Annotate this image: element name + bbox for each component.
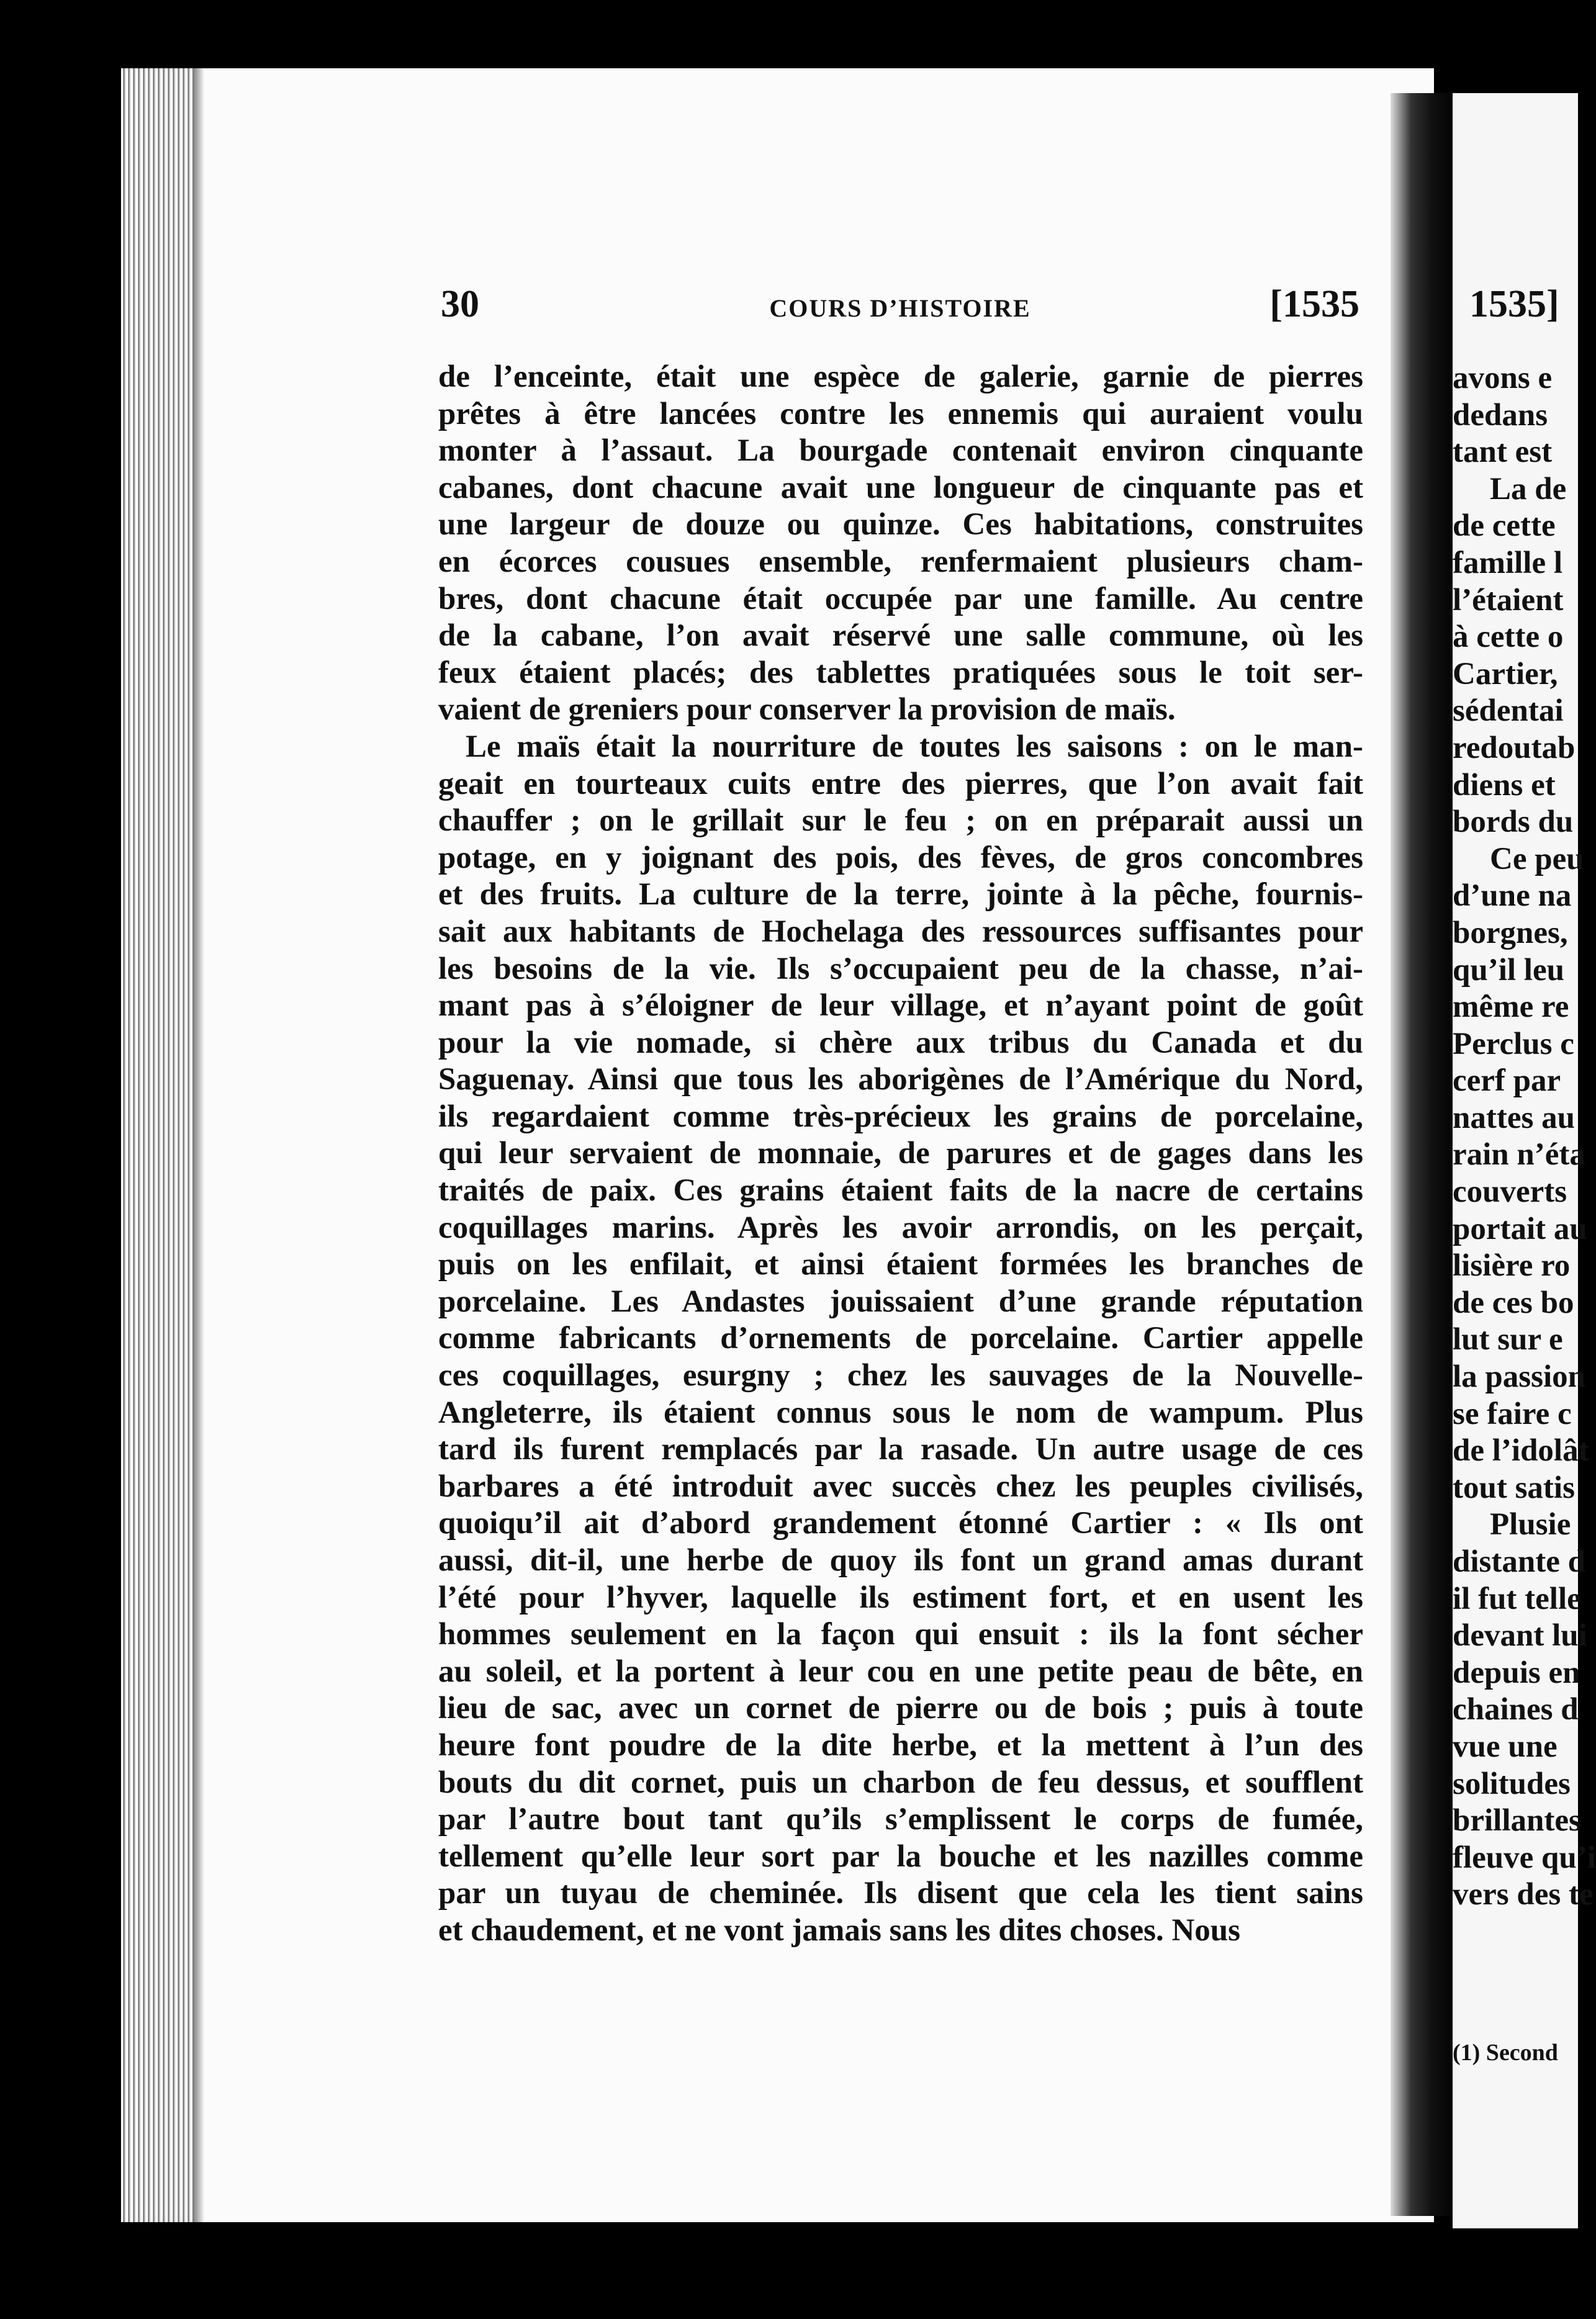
text-line: chauffer ; on le grillait sur le feu ; on en préparait aussi un — [438, 803, 1363, 839]
adjacent-text-line: de cette — [1453, 508, 1556, 544]
adjacent-text-line: Ce peu — [1490, 841, 1584, 876]
text-line: tard ils furent remplacés par la rasade. Un autre usage de ces — [438, 1432, 1363, 1467]
adjacent-text-line: solitudes — [1453, 1766, 1571, 1801]
text-line: prêtes à être lancées contre les ennemis qui auraient voulu — [438, 396, 1363, 431]
text-line: coquillages marins. Après les avoir arrondis, on les perçait, — [438, 1210, 1363, 1245]
text-line: bres, dont chacune était occupée par une famille. Au centre — [438, 581, 1363, 616]
adjacent-text-line: couverts — [1453, 1174, 1567, 1210]
text-line: monter à l’assaut. La bourgade contenait environ cinquante — [438, 433, 1363, 469]
text-line: traités de paix. Ces grains étaient faits de la nacre de certains — [438, 1173, 1363, 1209]
page-header — [441, 282, 1359, 332]
adjacent-text-line: l’étaient — [1453, 582, 1564, 618]
text-line: ces coquillages, esurgny ; chez les sauvages de la Nouvelle- — [438, 1358, 1363, 1394]
page-fold-shadow — [192, 68, 205, 2222]
adjacent-footnote: (1) Second — [1453, 2040, 1558, 2066]
text-line: Saguenay. Ainsi que tous les aborigènes de l’Amérique du Nord, — [438, 1062, 1363, 1097]
adjacent-text-line: diens et — [1453, 767, 1556, 803]
text-line: sait aux habitants de Hochelaga des ressources suffisantes pour — [438, 914, 1363, 949]
adjacent-text-line: rain n’éta — [1453, 1137, 1585, 1173]
adjacent-text-line: vers des te — [1453, 1877, 1594, 1912]
adjacent-text-line: cerf par — [1453, 1063, 1561, 1099]
adjacent-text-line: devant lui — [1453, 1618, 1587, 1654]
adjacent-text-line: brillantes — [1453, 1803, 1581, 1839]
adjacent-text-line: à cette o — [1453, 619, 1564, 655]
text-line: une largeur de douze ou quinze. Ces habitations, construites — [438, 507, 1363, 543]
adjacent-text-line: portait au — [1453, 1211, 1587, 1246]
text-line: par l’autre bout tant qu’ils s’emplissent le corps de fumée, — [438, 1802, 1363, 1837]
adjacent-text-line: de l’idolât — [1453, 1433, 1589, 1469]
adjacent-text-line: se faire c — [1453, 1396, 1572, 1431]
adjacent-text-line: chaines d — [1453, 1692, 1579, 1727]
text-line: tellement qu’elle leur sort par la bouche et les nazilles comme — [438, 1839, 1363, 1874]
text-line: barbares a été introduit avec succès chez les peuples civilisés, — [438, 1469, 1363, 1504]
book-page-edges — [121, 68, 192, 2222]
text-line: ils regardaient comme très-précieux les grains de porcelaine, — [438, 1099, 1363, 1134]
text-line: au soleil, et la portent à leur cou en une petite peau de bête, en — [438, 1654, 1363, 1689]
adjacent-text-line: Cartier, — [1453, 656, 1558, 691]
text-line: par un tuyau de cheminée. Ils disent que cela les tient sains — [438, 1876, 1363, 1911]
adjacent-text-line: depuis en — [1453, 1655, 1580, 1690]
adjacent-text-line: fleuve qu’i — [1453, 1840, 1596, 1875]
text-line: comme fabricants d’ornements de porcelaine. Cartier appelle — [438, 1321, 1363, 1356]
text-line: l’été pour l’hyver, laquelle ils estiment fort, et en usent les — [438, 1580, 1363, 1615]
text-line: Le maïs était la nourriture de toutes les saisons : on le man- — [466, 729, 1363, 764]
adjacent-text-line: famille l — [1453, 545, 1563, 580]
text-line: et chaudement, et ne vont jamais sans les dites choses. Nous — [438, 1912, 1240, 1948]
body-text — [438, 359, 1363, 1950]
text-line: de l’enceinte, était une espèce de galerie, garnie de pierres — [438, 359, 1363, 394]
adjacent-text-line: borgnes, — [1453, 915, 1568, 950]
adjacent-text-line: nattes au — [1453, 1100, 1575, 1135]
adjacent-text-line: dedans — [1453, 397, 1548, 433]
page-number: 30 — [441, 283, 479, 325]
adjacent-text-line: Plusie — [1490, 1507, 1571, 1542]
adjacent-page — [1453, 93, 1596, 2228]
text-line: quoiqu’il ait d’abord grandement étonné Cartier : « Ils ont — [438, 1506, 1363, 1541]
header-year: [1535 — [1269, 283, 1359, 325]
adjacent-text-line: tant est — [1453, 435, 1553, 470]
text-line: de la cabane, l’on avait réservé une salle commune, où les — [438, 618, 1363, 654]
book-gutter — [1391, 93, 1459, 2216]
text-line: feux étaient placés; des tablettes pratiquées sous le toit ser- — [438, 655, 1363, 690]
adjacent-text-line: vue une — [1453, 1729, 1558, 1764]
adjacent-text — [1453, 360, 1596, 1914]
text-line: et des fruits. La culture de la terre, jointe à la pêche, fournis- — [438, 877, 1363, 912]
text-line: porcelaine. Les Andastes jouissaient d’une grande réputation — [438, 1284, 1363, 1319]
text-line: vaient de greniers pour conserver la provision de maïs. — [438, 692, 1176, 727]
text-line: bouts du dit cornet, puis un charbon de feu dessus, et soufflent — [438, 1765, 1363, 1800]
adjacent-text-line: qu’il leu — [1453, 952, 1564, 988]
adjacent-text-line: lut sur e — [1453, 1322, 1563, 1358]
text-line: les besoins de la vie. Ils s’occupaient peu de la chasse, n’ai- — [438, 951, 1363, 986]
adjacent-text-line: distante d — [1453, 1544, 1585, 1579]
text-line: pour la vie nomade, si chère aux tribus du Canada et du — [438, 1025, 1363, 1060]
adjacent-text-line: d’une na — [1453, 878, 1572, 914]
adjacent-text-line: Perclus c — [1453, 1026, 1574, 1061]
text-line: geait en tourteaux cuits entre des pierres, que l’on avait fait — [438, 766, 1363, 801]
text-line: qui leur servaient de monnaie, de parures et de gages dans les — [438, 1136, 1363, 1171]
adjacent-text-line: tout satis — [1453, 1470, 1575, 1505]
text-line: aussi, dit-il, une herbe de quoy ils font un grand amas durant — [438, 1543, 1363, 1578]
adjacent-text-line: de ces bo — [1453, 1285, 1574, 1320]
adjacent-text-line: même re — [1453, 989, 1569, 1025]
adjacent-text-line: la passion — [1453, 1359, 1586, 1395]
adjacent-text-line: sédentai — [1453, 693, 1564, 729]
adjacent-header-year: 1535] — [1469, 283, 1559, 325]
adjacent-text-line: avons e — [1453, 361, 1553, 395]
text-line: Angleterre, ils étaient connus sous le nom de wampum. Plus — [438, 1395, 1363, 1430]
text-line: lieu de sac, avec un cornet de pierre ou de bois ; puis à toute — [438, 1691, 1363, 1726]
text-line: cabanes, dont chacune avait une longueur de cinquante pas et — [438, 470, 1363, 505]
text-line: hommes seulement en la façon qui ensuit : ils la font sécher — [438, 1617, 1363, 1652]
text-line: potage, en y joignant des pois, des fèves, de gros concombres — [438, 840, 1363, 875]
adjacent-text-line: La de — [1490, 471, 1567, 507]
text-line: mant pas à s’éloigner de leur village, et n’ayant point de goût — [438, 988, 1363, 1024]
adjacent-text-line: lisière ro — [1453, 1248, 1571, 1284]
adjacent-text-line: redoutab — [1453, 730, 1576, 765]
text-line: heure font poudre de la dite herbe, et la mettent à l’un des — [438, 1727, 1363, 1763]
adjacent-text-line: il fut telle — [1453, 1581, 1581, 1616]
text-line: en écorces cousues ensemble, renfermaient plusieurs cham- — [438, 544, 1363, 579]
running-title: COURS D’HISTOIRE — [769, 294, 1031, 322]
adjacent-text-line: bords du — [1453, 804, 1574, 840]
text-line: puis on les enfilait, et ainsi étaient formées les branches de — [438, 1247, 1363, 1282]
